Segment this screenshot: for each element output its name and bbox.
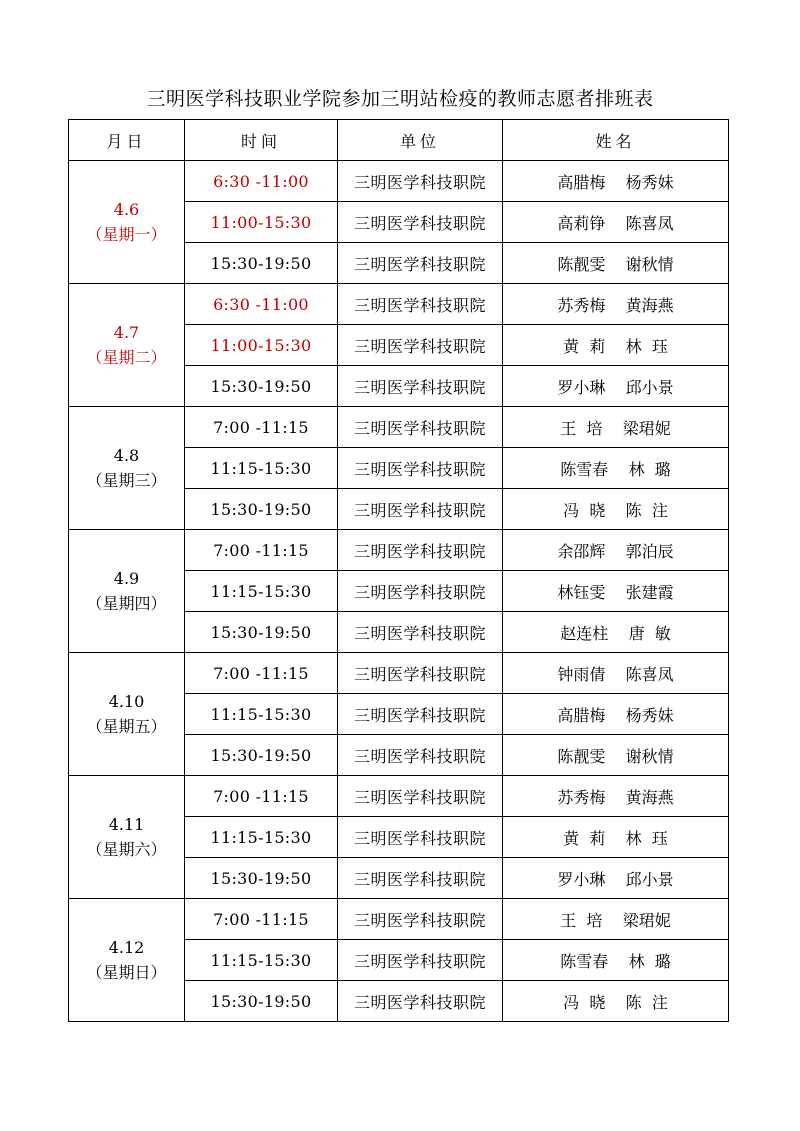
- date-value: 4.8: [113, 446, 140, 465]
- unit-cell: 三明医学科技职院: [338, 161, 503, 202]
- time-cell: 11:00-15:30: [185, 202, 338, 243]
- unit-cell: 三明医学科技职院: [338, 448, 503, 489]
- table-row: [69, 653, 729, 694]
- weekday-label: （星期六）: [86, 840, 167, 859]
- unit-cell: 三明医学科技职院: [338, 899, 503, 940]
- volunteer-names: 苏秀梅 黄海燕: [557, 295, 674, 315]
- time-cell: 15:30-19:50: [185, 981, 338, 1022]
- date-value: 4.6: [113, 200, 140, 219]
- unit-cell: 三明医学科技职院: [338, 366, 503, 407]
- unit-cell: 三明医学科技职院: [338, 776, 503, 817]
- volunteer-names: 王 培 梁珺妮: [560, 910, 671, 930]
- header-date: 月日: [69, 120, 185, 161]
- names-cell: [503, 489, 729, 530]
- weekday-label: （星期一）: [86, 225, 167, 244]
- names-cell: [503, 858, 729, 899]
- volunteer-names: 高腊梅 杨秀妹: [557, 705, 674, 725]
- time-cell: 15:30-19:50: [185, 735, 338, 776]
- unit-cell: 三明医学科技职院: [338, 325, 503, 366]
- date-cell: [69, 899, 185, 1022]
- unit-cell: 三明医学科技职院: [338, 571, 503, 612]
- weekday-label: （星期四）: [86, 594, 167, 613]
- header-unit: 单位: [338, 120, 503, 161]
- unit-cell: 三明医学科技职院: [338, 694, 503, 735]
- volunteer-names: 陈靓雯 谢秋情: [557, 254, 674, 274]
- volunteer-names: 冯 晓 陈 注: [563, 992, 668, 1012]
- date-cell: [69, 161, 185, 284]
- time-cell: 11:15-15:30: [185, 940, 338, 981]
- weekday-label: （星期三）: [86, 471, 167, 490]
- time-cell: 15:30-19:50: [185, 489, 338, 530]
- volunteer-names: 余邵辉 郭泊辰: [557, 541, 674, 561]
- volunteer-names: 林钰雯 张建霞: [557, 582, 674, 602]
- header-time: 时间: [185, 120, 338, 161]
- unit-cell: 三明医学科技职院: [338, 735, 503, 776]
- unit-cell: 三明医学科技职院: [338, 940, 503, 981]
- time-cell: 7:00 -11:15: [185, 407, 338, 448]
- table-row: [69, 284, 729, 325]
- volunteer-names: 苏秀梅 黄海燕: [557, 787, 674, 807]
- names-cell: [503, 612, 729, 653]
- date-cell: [69, 407, 185, 530]
- unit-cell: 三明医学科技职院: [338, 284, 503, 325]
- names-cell: [503, 161, 729, 202]
- volunteer-names: 赵连柱 唐 敏: [560, 623, 671, 643]
- date-value: 4.9: [113, 569, 140, 588]
- time-cell: 15:30-19:50: [185, 366, 338, 407]
- names-cell: [503, 735, 729, 776]
- unit-cell: 三明医学科技职院: [338, 653, 503, 694]
- volunteer-names: 陈雪春 林 璐: [560, 951, 671, 971]
- names-cell: [503, 284, 729, 325]
- table-row: [69, 899, 729, 940]
- names-cell: [503, 899, 729, 940]
- time-cell: 11:00-15:30: [185, 325, 338, 366]
- time-cell: 7:00 -11:15: [185, 776, 338, 817]
- date-cell: [69, 653, 185, 776]
- time-cell: 7:00 -11:15: [185, 899, 338, 940]
- date-cell: [69, 776, 185, 899]
- time-cell: 15:30-19:50: [185, 858, 338, 899]
- unit-cell: 三明医学科技职院: [338, 202, 503, 243]
- unit-cell: 三明医学科技职院: [338, 981, 503, 1022]
- names-cell: [503, 981, 729, 1022]
- time-cell: 6:30 -11:00: [185, 161, 338, 202]
- table-row: [69, 776, 729, 817]
- unit-cell: 三明医学科技职院: [338, 612, 503, 653]
- volunteer-names: 高莉铮 陈喜凤: [557, 213, 674, 233]
- table-row: [69, 161, 729, 202]
- date-value: 4.7: [113, 323, 140, 342]
- names-cell: [503, 940, 729, 981]
- names-cell: [503, 776, 729, 817]
- date-value: 4.12: [108, 938, 145, 957]
- date-cell: [69, 530, 185, 653]
- volunteer-names: 高腊梅 杨秀妹: [557, 172, 674, 192]
- date-cell: [69, 284, 185, 407]
- names-cell: [503, 325, 729, 366]
- volunteer-names: 陈靓雯 谢秋情: [557, 746, 674, 766]
- time-cell: 15:30-19:50: [185, 243, 338, 284]
- time-cell: 15:30-19:50: [185, 612, 338, 653]
- weekday-label: （星期日）: [86, 963, 167, 982]
- volunteer-names: 陈雪春 林 璐: [560, 459, 671, 479]
- weekday-label: （星期五）: [86, 717, 167, 736]
- unit-cell: 三明医学科技职院: [338, 243, 503, 284]
- schedule-table: [68, 119, 729, 1022]
- volunteer-names: 罗小琳 邱小景: [557, 377, 674, 397]
- time-cell: 11:15-15:30: [185, 571, 338, 612]
- names-cell: [503, 366, 729, 407]
- header-row: [69, 120, 729, 161]
- volunteer-names: 冯 晓 陈 注: [563, 500, 668, 520]
- unit-cell: 三明医学科技职院: [338, 817, 503, 858]
- date-value: 4.10: [108, 692, 145, 711]
- volunteer-names: 黄 莉 林 珏: [563, 336, 668, 356]
- names-cell: [503, 694, 729, 735]
- names-cell: [503, 530, 729, 571]
- names-cell: [503, 571, 729, 612]
- date-value: 4.11: [108, 815, 145, 834]
- unit-cell: 三明医学科技职院: [338, 858, 503, 899]
- document-title: 三明医学科技职业学院参加三明站检疫的教师志愿者排班表: [146, 88, 654, 110]
- time-cell: 7:00 -11:15: [185, 653, 338, 694]
- volunteer-names: 钟雨倩 陈喜凤: [557, 664, 674, 684]
- names-cell: [503, 817, 729, 858]
- schedule-body: [69, 161, 729, 1022]
- table-row: [69, 530, 729, 571]
- names-cell: [503, 202, 729, 243]
- names-cell: [503, 407, 729, 448]
- time-cell: 11:15-15:30: [185, 694, 338, 735]
- volunteer-names: 罗小琳 邱小景: [557, 869, 674, 889]
- volunteer-names: 黄 莉 林 珏: [563, 828, 668, 848]
- weekday-label: （星期二）: [86, 348, 167, 367]
- volunteer-names: 王 培 梁珺妮: [560, 418, 671, 438]
- unit-cell: 三明医学科技职院: [338, 407, 503, 448]
- header-name: 姓名: [503, 120, 729, 161]
- names-cell: [503, 448, 729, 489]
- time-cell: 7:00 -11:15: [185, 530, 338, 571]
- time-cell: 11:15-15:30: [185, 817, 338, 858]
- unit-cell: 三明医学科技职院: [338, 530, 503, 571]
- unit-cell: 三明医学科技职院: [338, 489, 503, 530]
- time-cell: 6:30 -11:00: [185, 284, 338, 325]
- names-cell: [503, 653, 729, 694]
- table-row: [69, 407, 729, 448]
- names-cell: [503, 243, 729, 284]
- time-cell: 11:15-15:30: [185, 448, 338, 489]
